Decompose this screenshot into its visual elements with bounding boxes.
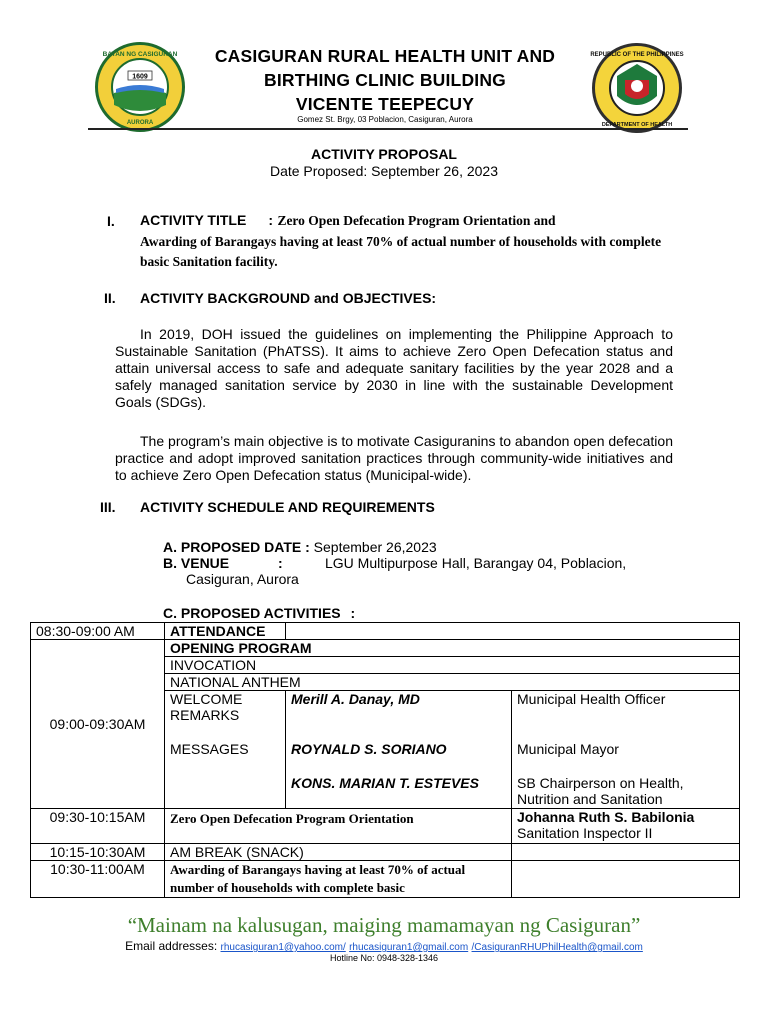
svg-text:DEPARTMENT OF HEALTH: DEPARTMENT OF HEALTH: [601, 122, 673, 128]
venue-sep-line: [278, 555, 283, 571]
speaker-cell: KONS. MARIAN T. ESTEVES: [286, 775, 512, 809]
time-cell: 09:00-09:30AM: [31, 640, 165, 809]
activity-title-line: [140, 212, 556, 230]
position-cell: Municipal Mayor: [512, 741, 740, 775]
time-cell: 08:30-09:00 AM: [31, 623, 165, 640]
activity-cell: INVOCATION: [165, 657, 740, 674]
empty-cell: [512, 861, 740, 898]
speaker-cell: ROYNALD S. SORIANO: [286, 741, 512, 775]
proposed-date-label: A. PROPOSED DATE: [163, 539, 302, 555]
svg-text:BAYAN NG CASIGURAN: BAYAN NG CASIGURAN: [102, 51, 178, 58]
header-title-line2: BIRTHING CLINIC BUILDING: [263, 70, 506, 90]
background-paragraph-1: [115, 326, 673, 411]
header-title-line1: CASIGURAN RURAL HEALTH UNIT AND: [214, 46, 556, 66]
empty-cell: [286, 623, 740, 640]
activity-cell: MESSAGES: [165, 741, 286, 775]
activity-title-separator: :: [268, 212, 273, 228]
proposed-activities-line: [163, 605, 355, 621]
email-link-philhealth[interactable]: /CasiguranRHUPhilHealth@gmail.com: [471, 942, 643, 953]
activity-cell: NATIONAL ANTHEM: [165, 674, 740, 691]
activity-cell: AM BREAK (SNACK): [165, 844, 512, 861]
table-row: [31, 809, 740, 844]
email-label: Email addresses:: [125, 939, 218, 953]
proposal-title: ACTIVITY PROPOSAL: [311, 146, 457, 162]
venue-sep: :: [278, 555, 283, 571]
activity-cell: OPENING PROGRAM: [165, 640, 740, 657]
speaker-name: Johanna Ruth S. Babilonia: [517, 809, 695, 825]
empty-cell: [512, 844, 740, 861]
proposed-date-line: [163, 539, 437, 555]
activity-cell: ATTENDANCE: [165, 623, 286, 640]
venue-label: B. VENUE: [163, 555, 230, 571]
svg-text:REPUBLIC OF THE PHILIPPINES: REPUBLIC OF THE PHILIPPINES: [590, 52, 684, 58]
email-link-gmail[interactable]: rhucasiguran1@gmail.com: [349, 942, 469, 953]
activity-cell: Awarding of Barangays having at least 70% of actual number of households with complete basic: [165, 861, 512, 898]
proposed-activities-label: C. PROPOSED ACTIVITIES: [163, 605, 341, 621]
time-cell: 10:30-11:00AM: [31, 861, 165, 898]
schedule-table: [30, 622, 740, 898]
background-text-1: In 2019, DOH issued the guidelines on implementing the Philippine Approach to Sustainable Sanitation (PhATSS). It aims to achieve Zero Open Defecation status and attain universal access to safe and adequate sanitary facilities by the year 2028 and a safely managed sanitation service by 2030 in line with the sustainable Development Goals (SDGs).: [115, 326, 673, 410]
table-row: [31, 623, 740, 640]
motto: “Mainam na kalusugan, maiging mamamayan ng Casiguran”: [127, 913, 641, 937]
speaker-position: Sanitation Inspector II: [517, 825, 653, 841]
municipal-seal-logo: [95, 42, 185, 132]
time-cell: 10:15-10:30AM: [31, 844, 165, 861]
position-cell: Municipal Health Officer: [512, 691, 740, 741]
section3-numeral: III.: [100, 499, 116, 515]
section2-numeral: II.: [104, 290, 116, 306]
proposal-date: Date Proposed: September 26, 2023: [269, 163, 499, 179]
objective-text: The program’s main objective is to motivate Casiguranins to abandon open defecation practice and adopt improved sanitation practices through community-wide initiatives and to achieve Zero Open Defecation status (Municipal-wide).: [115, 433, 673, 483]
proposed-date-value: September 26,2023: [313, 539, 437, 555]
speaker-position-cell: [512, 809, 740, 844]
activity-title-rest: Awarding of Barangays having at least 70% of actual number of households with complete basic Sanitation facility.: [140, 234, 662, 269]
venue-value: LGU Multipurpose Hall, Barangay 04, Poblacion,: [325, 555, 627, 571]
activity-cell: Zero Open Defecation Program Orientation: [165, 809, 512, 844]
svg-text:AURORA: AURORA: [126, 120, 154, 126]
table-row: [31, 861, 740, 898]
activity-title-label: ACTIVITY TITLE: [140, 212, 247, 228]
proposed-date-sep: :: [305, 539, 310, 555]
table-row: [31, 640, 740, 657]
section3-heading: ACTIVITY SCHEDULE AND REQUIREMENTS: [140, 499, 435, 515]
activity-title-first: Zero Open Defecation Program Orientation and: [277, 213, 556, 228]
header-divider: [88, 128, 688, 130]
speaker-cell: Merill A. Danay, MD: [286, 691, 512, 741]
svg-text:1609: 1609: [132, 73, 148, 81]
email-link-yahoo[interactable]: rhucasiguran1@yahoo.com/: [220, 942, 346, 953]
header-address: Gomez St. Brgy, 03 Poblacion, Casiguran, Aurora: [297, 115, 473, 124]
venue-label-line: [163, 555, 229, 571]
position-cell: SB Chairperson on Health, Nutrition and Sanitation: [512, 775, 740, 809]
venue-value-cont: Casiguran, Aurora: [186, 571, 299, 587]
proposed-activities-sep: :: [350, 605, 356, 621]
email-line: [0, 939, 768, 953]
activity-cell: [165, 775, 286, 809]
section1-numeral: I.: [107, 213, 115, 229]
time-cell: 09:30-10:15AM: [31, 809, 165, 844]
header-title-line3: VICENTE TEEPECUY: [295, 94, 475, 114]
table-row: [31, 844, 740, 861]
objective-paragraph: [115, 433, 673, 484]
hotline: Hotline No: 0948-328-1346: [329, 953, 439, 963]
doh-seal-logo: [592, 43, 682, 133]
section2-heading: ACTIVITY BACKGROUND and OBJECTIVES:: [140, 290, 437, 306]
activity-cell: WELCOME REMARKS: [165, 691, 286, 741]
